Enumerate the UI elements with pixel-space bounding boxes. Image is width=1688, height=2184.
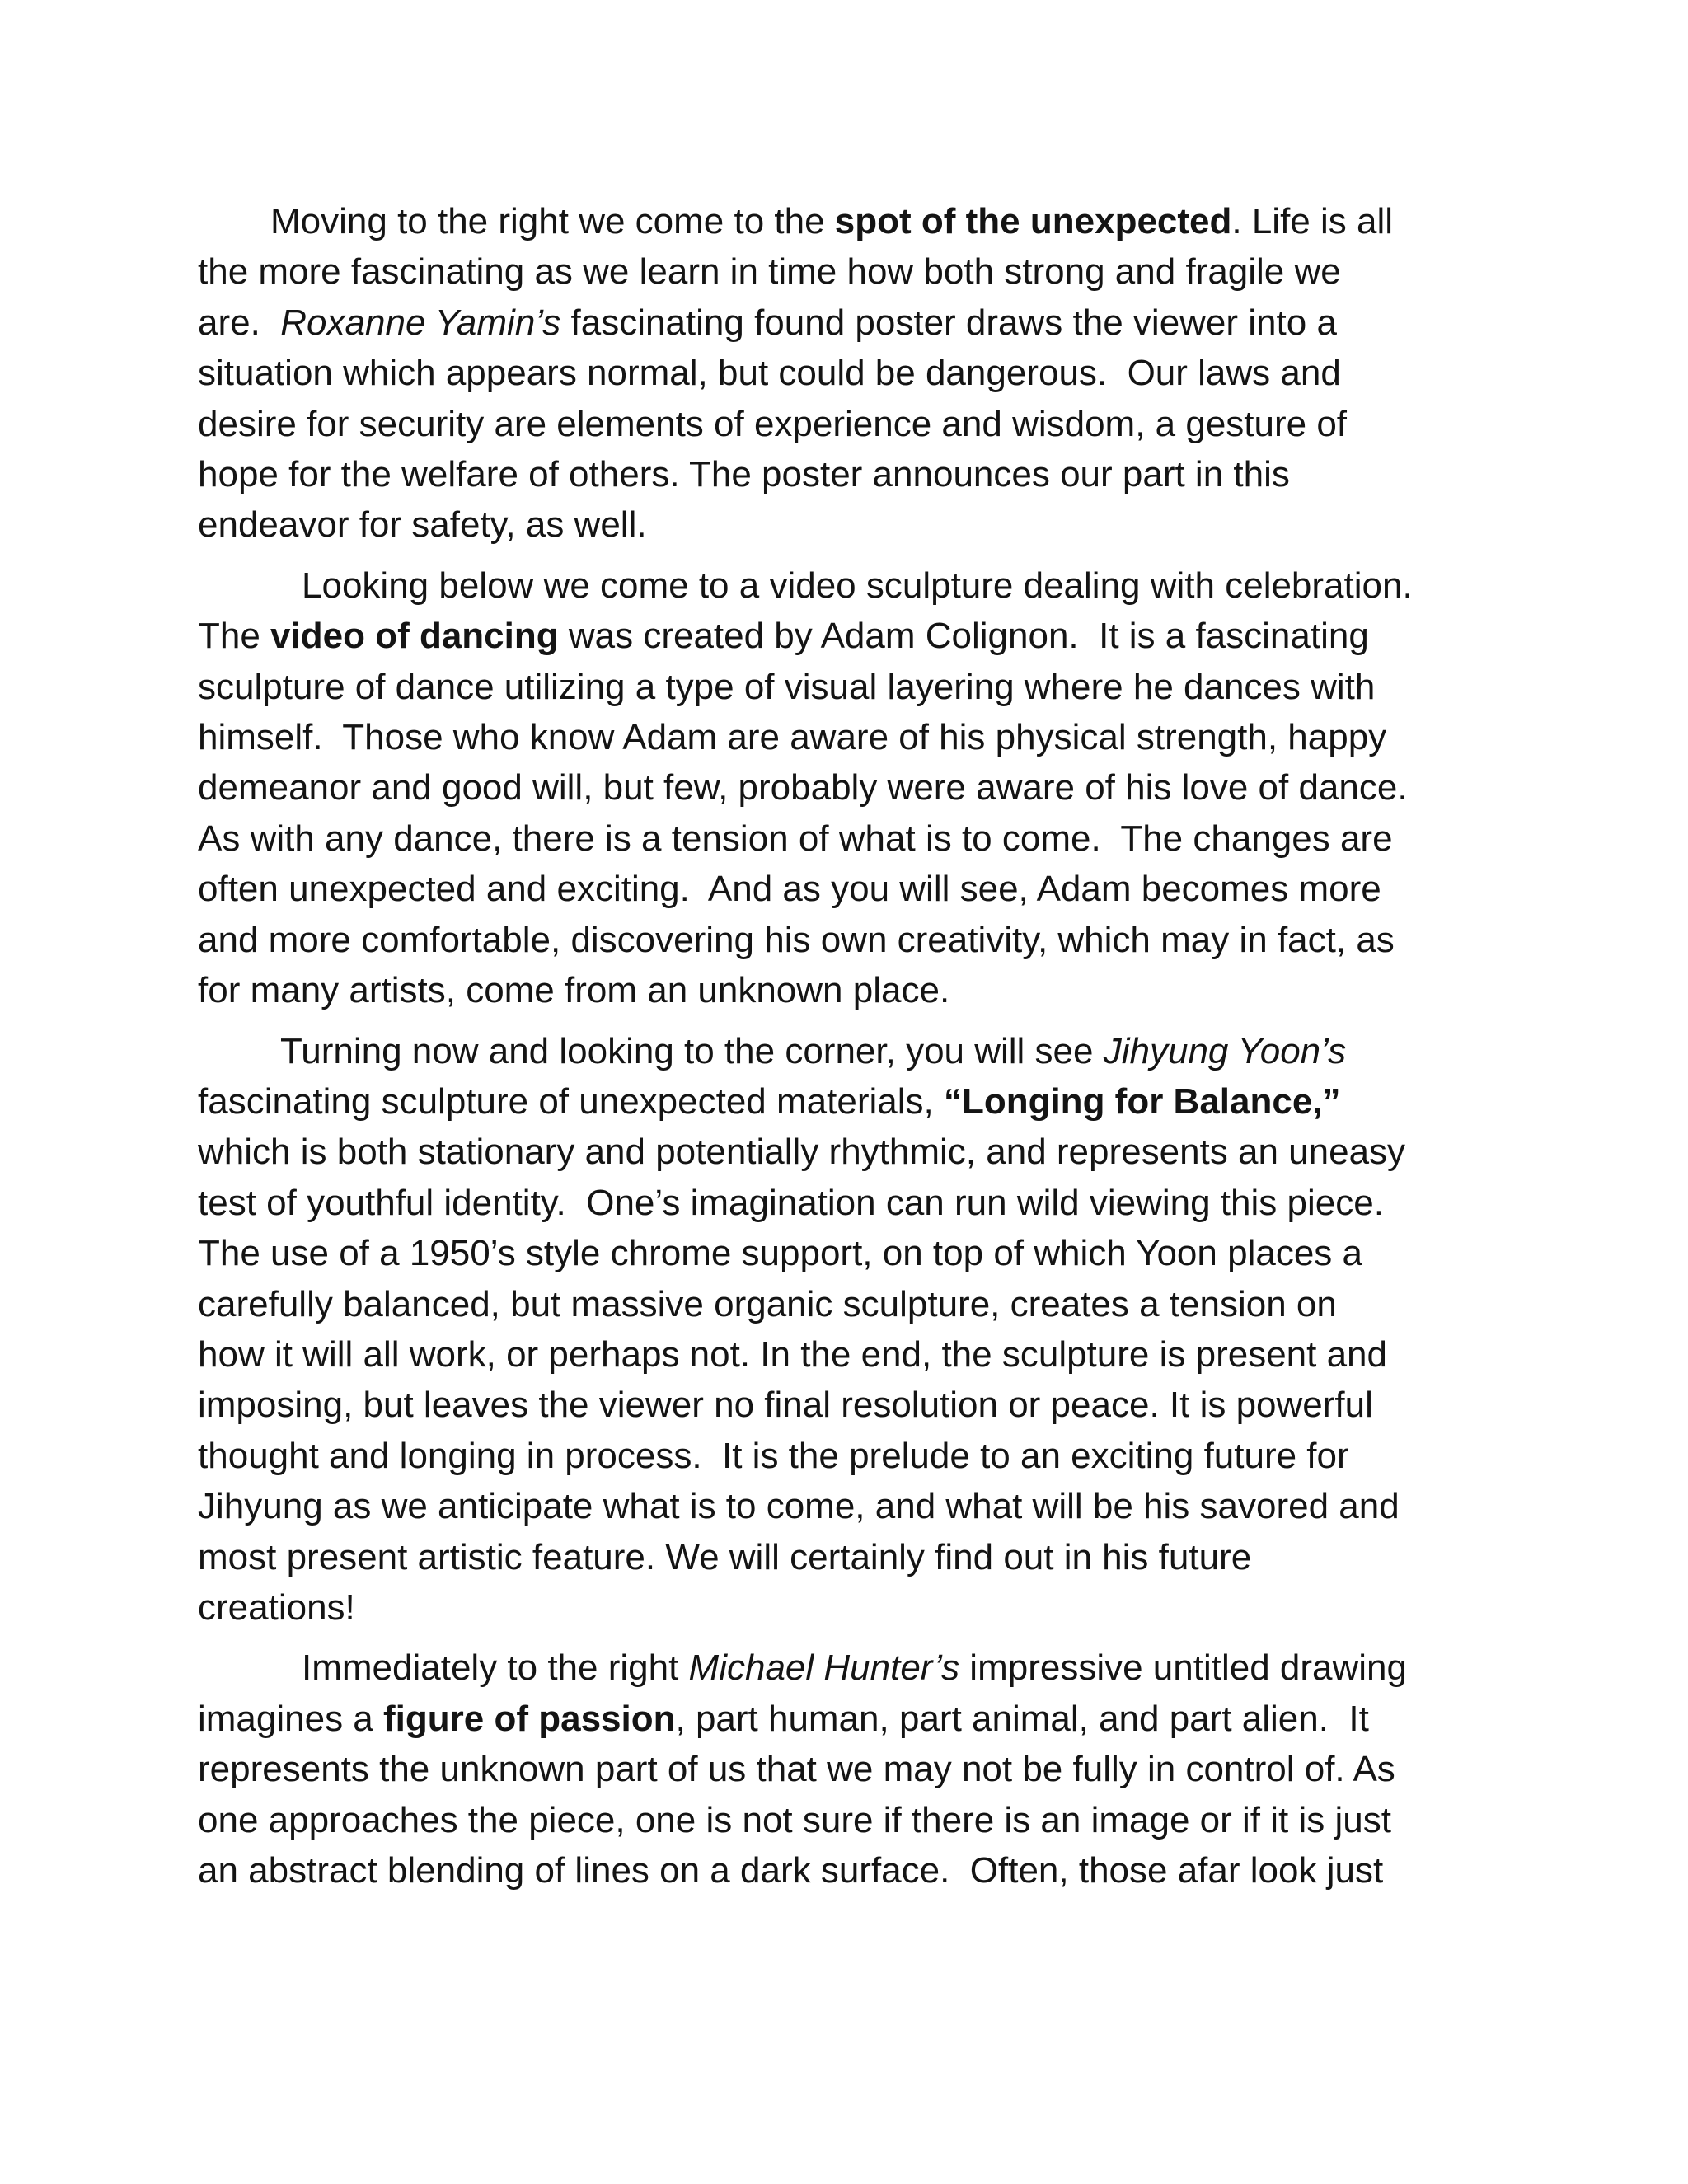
text-run: The xyxy=(198,616,271,657)
text-line xyxy=(198,813,1517,864)
text-run: hope for the welfare of others. The poster announces our part in this xyxy=(198,454,1290,495)
text-run: Turning now and looking to the corner, you will see xyxy=(280,1030,1104,1071)
text-run: and more comfortable, discovering his own creativity, which may in fact, as xyxy=(198,919,1395,960)
text-line xyxy=(198,196,1517,246)
artist-name-michael-hunter: Michael Hunter’s xyxy=(688,1647,960,1689)
text-run: fascinating found poster draws the viewer into a xyxy=(560,302,1337,343)
text-run: sculpture of dance utilizing a type of visual layering where he dances with xyxy=(198,666,1376,707)
paragraph-spot-of-the-unexpected xyxy=(198,196,1517,551)
text-run: are. xyxy=(198,302,281,343)
bold-phrase-video-of-dancing: video of dancing xyxy=(270,616,559,657)
text-line xyxy=(198,1481,1517,1531)
text-line xyxy=(198,1026,1517,1076)
text-run: himself. Those who know Adam are aware of his physical strength, happy xyxy=(198,717,1387,758)
text-run: for many artists, come from an unknown place. xyxy=(198,970,950,1011)
text-line xyxy=(198,246,1517,297)
text-run: imposing, but leaves the viewer no final resolution or peace. It is powerful xyxy=(198,1385,1373,1426)
text-line xyxy=(198,965,1517,1015)
text-line xyxy=(198,1279,1517,1329)
bold-phrase-figure-of-passion: figure of passion xyxy=(383,1698,676,1739)
text-line xyxy=(198,915,1517,965)
text-line xyxy=(198,864,1517,914)
paragraph-longing-for-balance xyxy=(198,1026,1517,1633)
text-line xyxy=(198,449,1517,499)
text-run: the more fascinating as we learn in time how both strong and fragile we xyxy=(198,251,1341,293)
text-run: represents the unknown part of us that we may not be fully in control of. As xyxy=(198,1749,1395,1790)
text-line xyxy=(198,1127,1517,1177)
text-run: imagines a xyxy=(198,1698,384,1739)
text-run: fascinating sculpture of unexpected materials, xyxy=(198,1080,944,1122)
text-run: demeanor and good will, but few, probably were aware of his love of dance. xyxy=(198,767,1408,808)
artist-name-roxanne-yamin: Roxanne Yamin’s xyxy=(280,302,561,343)
text-run: desire for security are elements of experience and wisdom, a gesture of xyxy=(198,403,1348,444)
text-line xyxy=(198,1380,1517,1430)
text-line xyxy=(198,1643,1517,1693)
text-run: situation which appears normal, but could be dangerous. Our laws and xyxy=(198,353,1341,394)
text-run: . Life is all xyxy=(1231,201,1394,241)
text-line xyxy=(198,1076,1517,1127)
text-run: often unexpected and exciting. And as you will see, Adam becomes more xyxy=(198,869,1381,910)
text-line xyxy=(198,1178,1517,1228)
text-line xyxy=(198,611,1517,661)
text-run: creations! xyxy=(198,1586,355,1628)
text-run: As with any dance, there is a tension of what is to come. The changes are xyxy=(198,818,1393,859)
text-run: Looking below we come to a video sculpture dealing with celebration. xyxy=(302,565,1413,606)
text-line xyxy=(198,499,1517,550)
text-run: , part human, part animal, and part alien. It xyxy=(675,1698,1369,1739)
text-line xyxy=(198,1795,1517,1845)
text-run: thought and longing in process. It is the prelude to an exciting future for xyxy=(198,1435,1349,1476)
text-run: carefully balanced, but massive organic sculpture, creates a tension on xyxy=(198,1283,1337,1324)
text-run: one approaches the piece, one is not sure if there is an image or if it is just xyxy=(198,1799,1391,1840)
bold-phrase-longing-for-balance: “Longing for Balance,” xyxy=(943,1080,1341,1122)
text-run: which is both stationary and potentially rhythmic, and represents an uneasy xyxy=(198,1132,1406,1173)
paragraph-video-of-dancing xyxy=(198,560,1517,1016)
text-run: was created by Adam Colignon. It is a fascinating xyxy=(558,616,1369,657)
text-line xyxy=(198,1845,1517,1896)
text-run: Moving to the right we come to the xyxy=(270,201,835,241)
text-line xyxy=(198,399,1517,449)
text-run: an abstract blending of lines on a dark surface. Often, those afar look just xyxy=(198,1850,1384,1891)
text-line xyxy=(198,712,1517,762)
text-line xyxy=(198,1329,1517,1380)
text-run: The use of a 1950’s style chrome support, on top of which Yoon places a xyxy=(198,1233,1362,1274)
text-line xyxy=(198,1694,1517,1744)
text-run: Jihyung as we anticipate what is to come, and what will be his savored and xyxy=(198,1486,1400,1527)
text-run: most present artistic feature. We will certainly find out in his future xyxy=(198,1536,1252,1577)
text-run: impressive untitled drawing xyxy=(959,1647,1407,1689)
text-line xyxy=(198,348,1517,398)
text-line xyxy=(198,1431,1517,1481)
text-line xyxy=(198,298,1517,348)
text-line xyxy=(198,1744,1517,1794)
text-run: endeavor for safety, as well. xyxy=(198,504,647,546)
text-line xyxy=(198,662,1517,712)
text-run: Immediately to the right xyxy=(302,1647,689,1689)
body-text xyxy=(198,196,1517,1896)
artist-name-jihyung-yoon: Jihyung Yoon’s xyxy=(1103,1030,1347,1071)
text-line xyxy=(198,1582,1517,1633)
text-line xyxy=(198,1532,1517,1582)
paragraph-figure-of-passion xyxy=(198,1643,1517,1896)
bold-phrase-spot-of-the-unexpected: spot of the unexpected xyxy=(834,201,1232,241)
text-line xyxy=(198,762,1517,813)
text-line xyxy=(198,1228,1517,1278)
text-run: test of youthful identity. One’s imagination can run wild viewing this piece. xyxy=(198,1182,1384,1223)
text-run: how it will all work, or perhaps not. In the end, the sculpture is present and xyxy=(198,1333,1387,1375)
text-line xyxy=(198,560,1517,611)
